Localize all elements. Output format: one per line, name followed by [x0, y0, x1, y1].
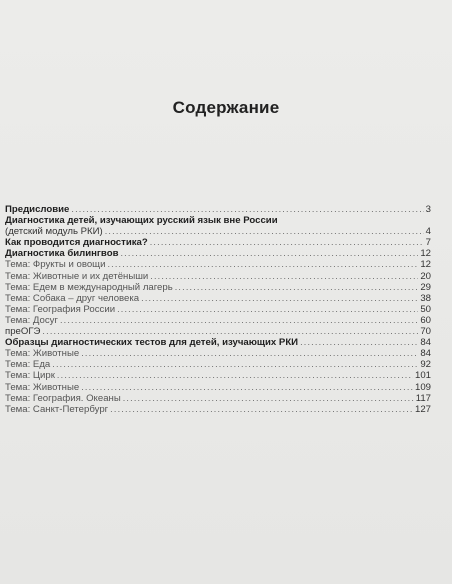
toc-entry-label: Диагностика билингвов — [5, 248, 119, 260]
toc-entry — [5, 204, 431, 215]
toc-entry-page: 84 — [420, 337, 431, 349]
toc-entry-page: 12 — [420, 259, 431, 271]
toc-entry-label: Тема: География России — [5, 303, 116, 315]
toc-entry-label: Тема: Едем в международный лагерь — [5, 281, 173, 293]
toc-entry-page: 29 — [420, 281, 431, 293]
toc-entry — [5, 326, 431, 337]
table-of-contents — [5, 204, 431, 415]
toc-leader-dots — [110, 404, 413, 415]
page-title: Содержание — [172, 98, 280, 117]
toc-leader-dots — [107, 259, 418, 270]
toc-entry — [5, 337, 431, 348]
toc-entry — [5, 259, 431, 270]
toc-leader-dots — [141, 293, 418, 304]
toc-entry-label: Тема: Фрукты и овощи — [5, 259, 106, 271]
toc-entry-label: преОГЭ — [5, 326, 41, 338]
toc-entry-page: 38 — [420, 292, 431, 304]
toc-entry-label: Тема: Животные — [5, 348, 80, 360]
toc-entry-page: 84 — [420, 348, 431, 360]
toc-entry — [5, 382, 431, 393]
toc-leader-dots — [105, 226, 424, 237]
toc-entry-label: Образцы диагностических тестов для детей, изучающих РКИ — [5, 337, 299, 349]
toc-entry — [5, 293, 431, 304]
toc-entry — [5, 282, 431, 293]
toc-entry-page: 117 — [415, 392, 431, 404]
toc-leader-dots — [117, 304, 418, 315]
toc-entry — [5, 215, 431, 226]
toc-entry-label: Тема: Еда — [5, 359, 51, 371]
toc-leader-dots — [42, 326, 418, 337]
toc-leader-dots — [300, 337, 418, 348]
toc-entry-label: Тема: Досуг — [5, 314, 58, 326]
toc-entry-page: 3 — [425, 204, 431, 215]
toc-entry-label: Тема: Животные — [5, 381, 80, 393]
toc-entry-page: 60 — [420, 314, 431, 326]
toc-leader-dots — [81, 382, 413, 393]
toc-leader-dots — [71, 204, 423, 215]
toc-entry-page: 4 — [425, 226, 431, 238]
toc-entry-label: Предисловие — [5, 204, 70, 215]
toc-leader-dots — [52, 359, 418, 370]
toc-entry — [5, 315, 431, 326]
toc-entry-label: Тема: Животные и их детёныши — [5, 270, 149, 282]
toc-entry-page: 92 — [420, 359, 431, 371]
toc-entry-label: Тема: География. Океаны — [5, 392, 121, 404]
toc-entry — [5, 348, 431, 359]
toc-entry-label: Тема: Санкт-Петербург — [5, 403, 109, 415]
toc-entry-page: 101 — [414, 370, 431, 382]
toc-leader-dots — [60, 315, 418, 326]
toc-entry-page: 20 — [420, 270, 431, 282]
toc-entry-page: 12 — [420, 248, 431, 260]
toc-entry-label: Как проводится диагностика? — [5, 237, 148, 249]
toc-leader-dots — [123, 393, 414, 404]
toc-entry — [5, 237, 431, 248]
toc-leader-dots — [150, 237, 424, 248]
toc-entry — [5, 304, 431, 315]
toc-entry — [5, 404, 431, 415]
toc-entry-label: Тема: Собака – друг человека — [5, 292, 140, 304]
toc-entry-page: 70 — [420, 326, 431, 338]
toc-entry — [5, 248, 431, 259]
toc-entry — [5, 359, 431, 370]
toc-entry-label: Диагностика детей, изучающих русский язык вне России — [5, 215, 278, 227]
toc-leader-dots — [120, 248, 418, 259]
toc-leader-dots — [81, 348, 418, 359]
toc-entry-page: 109 — [414, 381, 431, 393]
toc-leader-dots — [150, 271, 418, 282]
toc-entry — [5, 226, 431, 237]
toc-entry-page: 127 — [414, 403, 431, 415]
toc-entry-label: (детский модуль РКИ) — [5, 226, 103, 238]
toc-entry — [5, 271, 431, 282]
toc-entry-page: 50 — [420, 303, 431, 315]
toc-entry-page: 7 — [425, 237, 431, 249]
toc-entry-label: Тема: Цирк — [5, 370, 55, 382]
toc-entry — [5, 370, 431, 381]
toc-entry — [5, 393, 431, 404]
toc-leader-dots — [175, 282, 419, 293]
toc-leader-dots — [57, 370, 413, 381]
